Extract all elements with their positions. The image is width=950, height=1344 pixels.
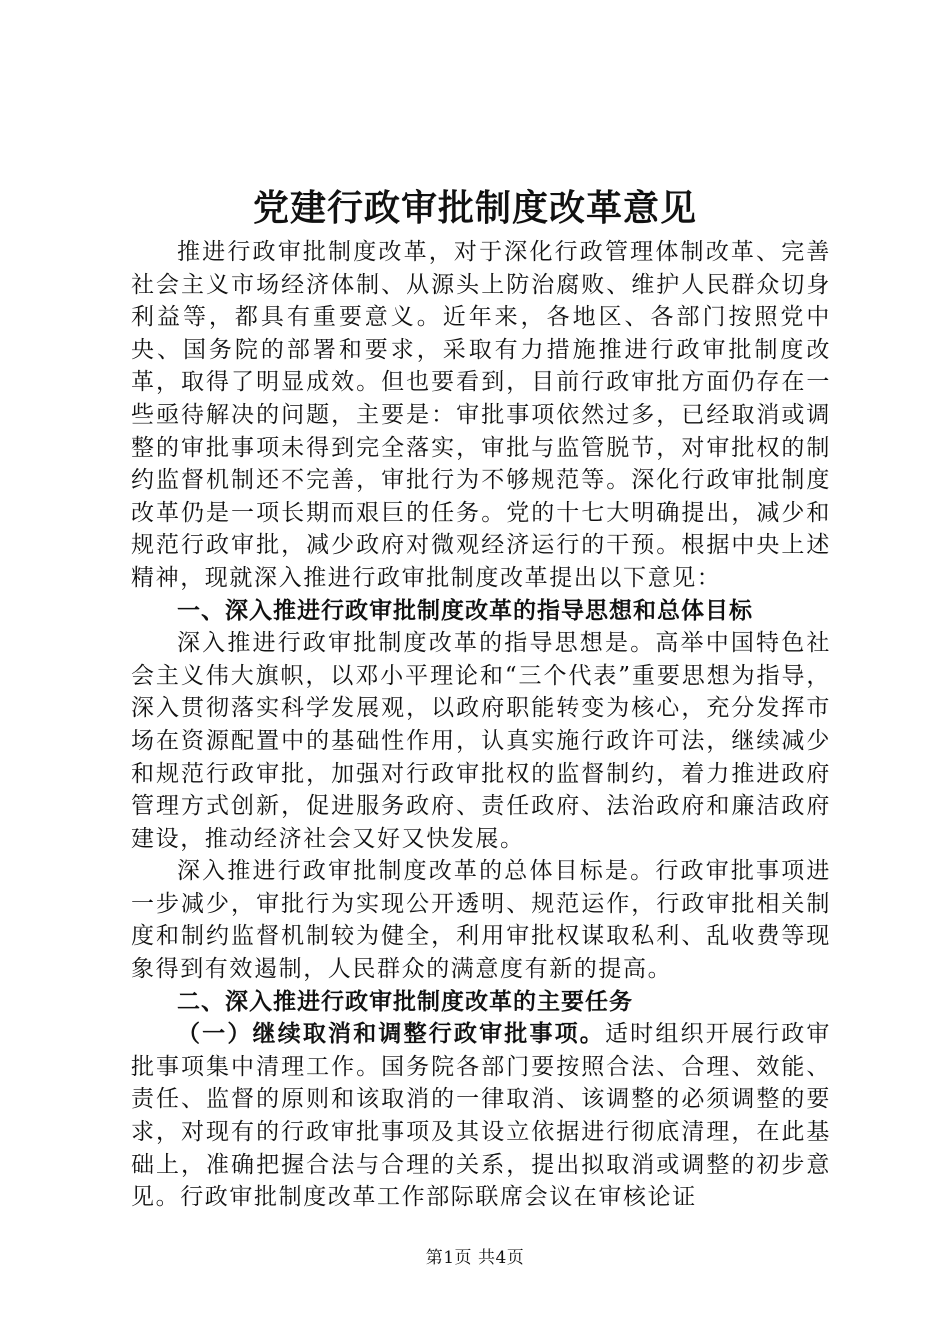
guiding-ideology-paragraph: 深入推进行政审批制度改革的指导思想是。高举中国特色社会主义伟大旗帜，以邓小平理论和“三个代表”重要思想为指导，深入贯彻落实科学发展观，以政府职能转变为核心，充分发挥市场在资源配置中的基础性作用，认真实施行政许可法，继续减少和规范行政审批，加强对行政审批权的监督制约，着力推进政府管理方式创新，促进服务政府、责任政府、法治政府和廉洁政府建设，推动经济社会又好又快发展。 <box>131 630 831 852</box>
overall-goal-paragraph: 深入推进行政审批制度改革的总体目标是。行政审批事项进一步减少，审批行为实现公开透明、规范运作，行政审批相关制度和制约监督机制较为健全，利用审批权谋取私利、乱收费等现象得到有效遏制，人民群众的满意度有新的提高。 <box>131 858 831 983</box>
section-heading-1: 一、深入推进行政审批制度改革的指导思想和总体目标 <box>177 597 753 624</box>
document-title: 党建行政审批制度改革意见 <box>252 188 697 229</box>
task-one-text: 适时组织开展行政审批事项集中清理工作。国务院各部门要按照合法、合理、效能、责任、监督的原则和该取消的一律取消、该调整的必须调整的要求，对现有的行政审批事项及其设立依据进行彻底清理，在此基础上，准确把握合法与合理的关系，提出拟取消或调整的初步意见。行政审批制度改革工作部际联席会议在审核论证 <box>131 1021 832 1211</box>
intro-paragraph: 推进行政审批制度改革，对于深化行政管理体制改革、完善社会主义市场经济体制、从源头上防治腐败、维护人民群众切身利益等，都具有重要意义。近年来，各地区、各部门按照党中央、国务院的部署和要求，采取有力措施推进行政审批制度改革，取得了明显成效。但也要看到，目前行政审批方面仍存在一些亟待解决的问题，主要是：审批事项依然过多，已经取消或调整的审批事项未得到完全落实，审批与监管脱节，对审批权的制约监督机制还不完善，审批行为不够规范等。深化行政审批制度改革仍是一项长期而艰巨的任务。党的十七大明确提出，减少和规范行政审批，减少政府对微观经济运行的干预。根据中央上述精神，现就深入推进行政审批制度改革提出以下意见： <box>131 239 831 591</box>
document-body <box>131 236 831 1214</box>
page-footer: 第1页 共4页 <box>425 1248 525 1268</box>
section-heading-2: 二、深入推进行政审批制度改革的主要任务 <box>177 988 633 1015</box>
task-one-lead: （一）继续取消和调整行政审批事项。 <box>177 1021 605 1048</box>
task-one-paragraph <box>131 1018 831 1214</box>
